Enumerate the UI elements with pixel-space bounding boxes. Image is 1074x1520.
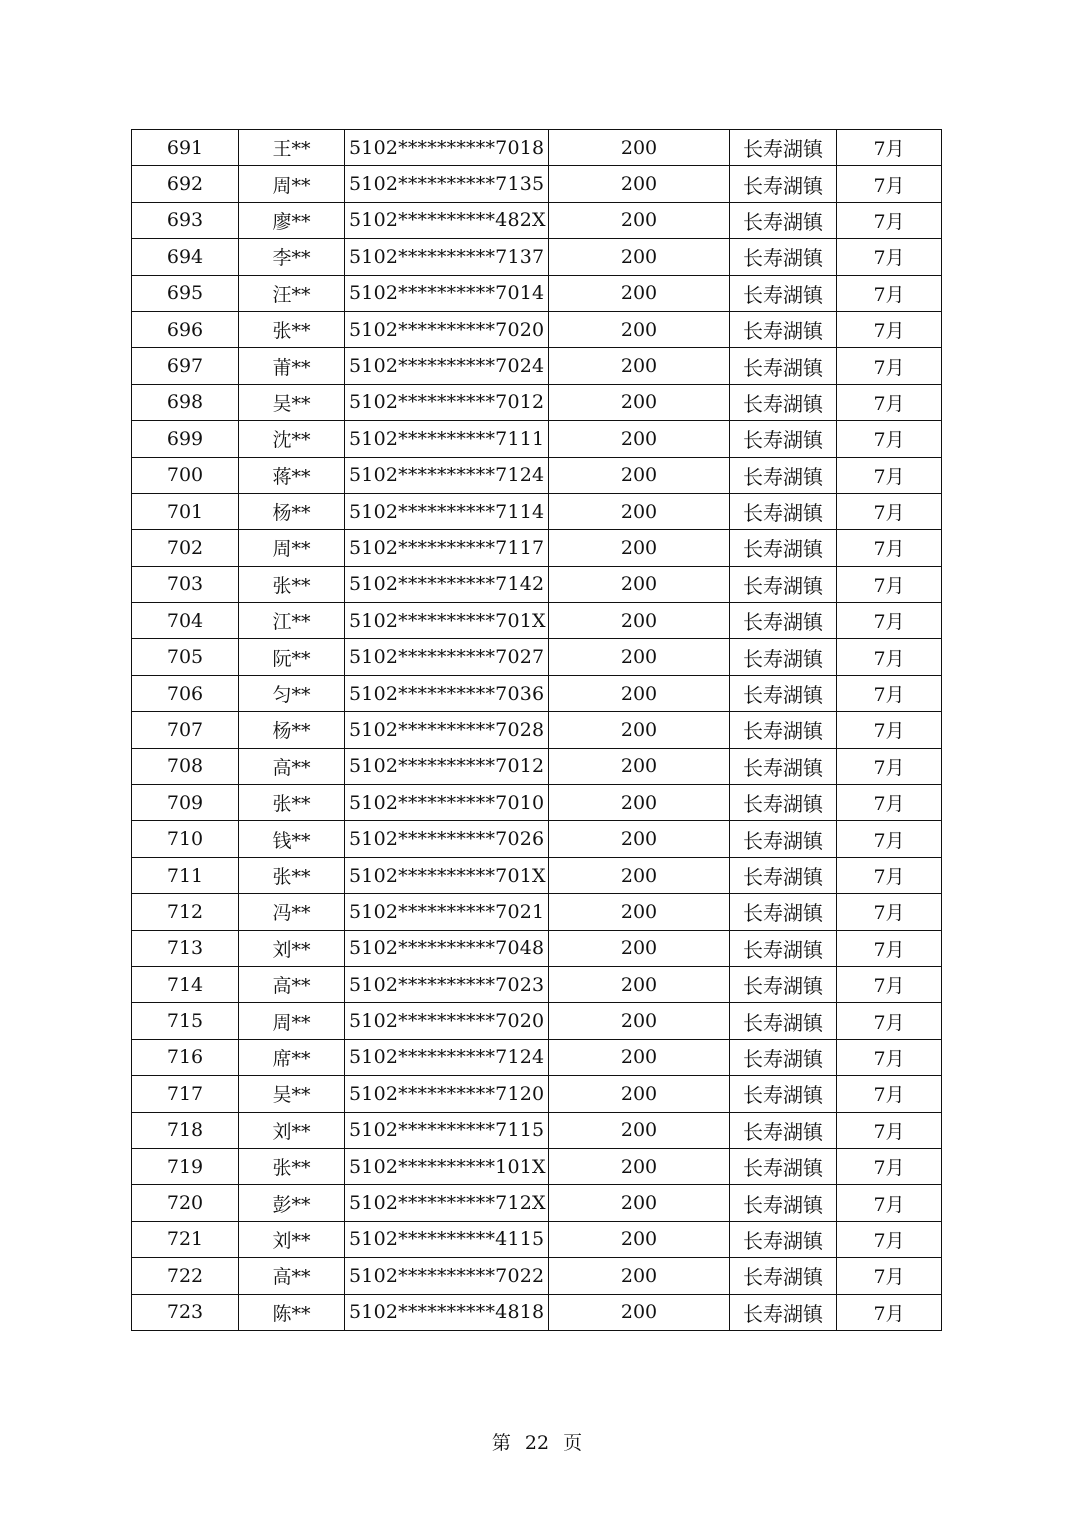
id-number-cell: 5102**********101X	[345, 1148, 549, 1184]
name-cell: 周**	[239, 530, 345, 566]
name-cell: 陈**	[239, 1294, 345, 1330]
serial-number-cell: 696	[132, 311, 239, 347]
name-cell: 匀**	[239, 675, 345, 711]
town-cell: 长寿湖镇	[730, 130, 837, 166]
serial-number-cell: 702	[132, 530, 239, 566]
id-number-cell: 5102**********7114	[345, 493, 549, 529]
table-row	[132, 712, 942, 748]
id-number-cell: 5102**********7142	[345, 566, 549, 602]
roster-table	[131, 129, 942, 1331]
serial-number-cell: 715	[132, 1003, 239, 1039]
month-cell: 7月	[837, 166, 942, 202]
amount-cell: 200	[549, 130, 730, 166]
id-number-cell: 5102**********7137	[345, 239, 549, 275]
table-row	[132, 348, 942, 384]
name-cell: 刘**	[239, 930, 345, 966]
serial-number-cell: 698	[132, 384, 239, 420]
town-cell: 长寿湖镇	[730, 639, 837, 675]
month-cell: 7月	[837, 966, 942, 1002]
amount-cell: 200	[549, 1148, 730, 1184]
town-cell: 长寿湖镇	[730, 421, 837, 457]
id-number-cell: 5102**********4115	[345, 1221, 549, 1257]
serial-number-cell: 705	[132, 639, 239, 675]
month-cell: 7月	[837, 1112, 942, 1148]
name-cell: 张**	[239, 1148, 345, 1184]
id-number-cell: 5102**********7012	[345, 748, 549, 784]
id-number-cell: 5102**********7024	[345, 348, 549, 384]
name-cell: 周**	[239, 166, 345, 202]
id-number-cell: 5102**********712X	[345, 1185, 549, 1221]
town-cell: 长寿湖镇	[730, 821, 837, 857]
table-row	[132, 603, 942, 639]
id-number-cell: 5102**********7020	[345, 1003, 549, 1039]
month-cell: 7月	[837, 130, 942, 166]
id-number-cell: 5102**********7115	[345, 1112, 549, 1148]
table-row	[132, 675, 942, 711]
amount-cell: 200	[549, 166, 730, 202]
month-cell: 7月	[837, 202, 942, 238]
amount-cell: 200	[549, 894, 730, 930]
town-cell: 长寿湖镇	[730, 239, 837, 275]
town-cell: 长寿湖镇	[730, 566, 837, 602]
table-row	[132, 493, 942, 529]
month-cell: 7月	[837, 1076, 942, 1112]
name-cell: 廖**	[239, 202, 345, 238]
serial-number-cell: 713	[132, 930, 239, 966]
month-cell: 7月	[837, 1148, 942, 1184]
table-row	[132, 1076, 942, 1112]
month-cell: 7月	[837, 384, 942, 420]
table-row	[132, 202, 942, 238]
table-row	[132, 239, 942, 275]
id-number-cell: 5102**********7117	[345, 530, 549, 566]
amount-cell: 200	[549, 603, 730, 639]
serial-number-cell: 703	[132, 566, 239, 602]
town-cell: 长寿湖镇	[730, 1076, 837, 1112]
serial-number-cell: 707	[132, 712, 239, 748]
id-number-cell: 5102**********7027	[345, 639, 549, 675]
serial-number-cell: 695	[132, 275, 239, 311]
serial-number-cell: 723	[132, 1294, 239, 1330]
id-number-cell: 5102**********4818	[345, 1294, 549, 1330]
id-number-cell: 5102**********7021	[345, 894, 549, 930]
town-cell: 长寿湖镇	[730, 1258, 837, 1294]
amount-cell: 200	[549, 785, 730, 821]
amount-cell: 200	[549, 1039, 730, 1075]
amount-cell: 200	[549, 530, 730, 566]
month-cell: 7月	[837, 239, 942, 275]
amount-cell: 200	[549, 821, 730, 857]
amount-cell: 200	[549, 384, 730, 420]
name-cell: 高**	[239, 748, 345, 784]
name-cell: 彭**	[239, 1185, 345, 1221]
amount-cell: 200	[549, 748, 730, 784]
serial-number-cell: 693	[132, 202, 239, 238]
amount-cell: 200	[549, 421, 730, 457]
amount-cell: 200	[549, 239, 730, 275]
amount-cell: 200	[549, 1258, 730, 1294]
id-number-cell: 5102**********7048	[345, 930, 549, 966]
town-cell: 长寿湖镇	[730, 530, 837, 566]
serial-number-cell: 699	[132, 421, 239, 457]
month-cell: 7月	[837, 1258, 942, 1294]
table-row	[132, 930, 942, 966]
id-number-cell: 5102**********701X	[345, 603, 549, 639]
amount-cell: 200	[549, 1185, 730, 1221]
table-row	[132, 275, 942, 311]
amount-cell: 200	[549, 1003, 730, 1039]
month-cell: 7月	[837, 1221, 942, 1257]
id-number-cell: 5102**********7135	[345, 166, 549, 202]
footer-prefix: 第	[491, 1432, 511, 1454]
month-cell: 7月	[837, 311, 942, 347]
amount-cell: 200	[549, 566, 730, 602]
name-cell: 刘**	[239, 1221, 345, 1257]
amount-cell: 200	[549, 639, 730, 675]
table-row	[132, 457, 942, 493]
amount-cell: 200	[549, 311, 730, 347]
town-cell: 长寿湖镇	[730, 857, 837, 893]
table-row	[132, 1185, 942, 1221]
town-cell: 长寿湖镇	[730, 1148, 837, 1184]
town-cell: 长寿湖镇	[730, 348, 837, 384]
table-row	[132, 384, 942, 420]
town-cell: 长寿湖镇	[730, 457, 837, 493]
town-cell: 长寿湖镇	[730, 675, 837, 711]
town-cell: 长寿湖镇	[730, 1294, 837, 1330]
id-number-cell: 5102**********482X	[345, 202, 549, 238]
id-number-cell: 5102**********7014	[345, 275, 549, 311]
table-row	[132, 966, 942, 1002]
id-number-cell: 5102**********7023	[345, 966, 549, 1002]
table-row	[132, 857, 942, 893]
serial-number-cell: 721	[132, 1221, 239, 1257]
serial-number-cell: 718	[132, 1112, 239, 1148]
table-row	[132, 166, 942, 202]
month-cell: 7月	[837, 930, 942, 966]
town-cell: 长寿湖镇	[730, 493, 837, 529]
town-cell: 长寿湖镇	[730, 1112, 837, 1148]
town-cell: 长寿湖镇	[730, 966, 837, 1002]
serial-number-cell: 719	[132, 1148, 239, 1184]
table-row	[132, 566, 942, 602]
serial-number-cell: 701	[132, 493, 239, 529]
serial-number-cell: 694	[132, 239, 239, 275]
name-cell: 杨**	[239, 493, 345, 529]
month-cell: 7月	[837, 712, 942, 748]
name-cell: 沈**	[239, 421, 345, 457]
name-cell: 李**	[239, 239, 345, 275]
amount-cell: 200	[549, 1076, 730, 1112]
name-cell: 高**	[239, 1258, 345, 1294]
month-cell: 7月	[837, 275, 942, 311]
month-cell: 7月	[837, 1294, 942, 1330]
table-row	[132, 530, 942, 566]
serial-number-cell: 700	[132, 457, 239, 493]
serial-number-cell: 711	[132, 857, 239, 893]
serial-number-cell: 691	[132, 130, 239, 166]
name-cell: 王**	[239, 130, 345, 166]
table-row	[132, 639, 942, 675]
name-cell: 莆**	[239, 348, 345, 384]
name-cell: 高**	[239, 966, 345, 1002]
table-row	[132, 1112, 942, 1148]
month-cell: 7月	[837, 1003, 942, 1039]
month-cell: 7月	[837, 748, 942, 784]
amount-cell: 200	[549, 966, 730, 1002]
month-cell: 7月	[837, 894, 942, 930]
town-cell: 长寿湖镇	[730, 1003, 837, 1039]
table-row	[132, 748, 942, 784]
table-row	[132, 894, 942, 930]
serial-number-cell: 697	[132, 348, 239, 384]
amount-cell: 200	[549, 457, 730, 493]
id-number-cell: 5102**********7124	[345, 1039, 549, 1075]
page-footer	[0, 1428, 1074, 1455]
town-cell: 长寿湖镇	[730, 1221, 837, 1257]
town-cell: 长寿湖镇	[730, 748, 837, 784]
amount-cell: 200	[549, 275, 730, 311]
id-number-cell: 5102**********7022	[345, 1258, 549, 1294]
name-cell: 刘**	[239, 1112, 345, 1148]
id-number-cell: 5102**********7026	[345, 821, 549, 857]
month-cell: 7月	[837, 675, 942, 711]
serial-number-cell: 706	[132, 675, 239, 711]
amount-cell: 200	[549, 930, 730, 966]
name-cell: 周**	[239, 1003, 345, 1039]
serial-number-cell: 708	[132, 748, 239, 784]
name-cell: 冯**	[239, 894, 345, 930]
id-number-cell: 5102**********7028	[345, 712, 549, 748]
name-cell: 张**	[239, 566, 345, 602]
month-cell: 7月	[837, 603, 942, 639]
serial-number-cell: 722	[132, 1258, 239, 1294]
town-cell: 长寿湖镇	[730, 785, 837, 821]
name-cell: 张**	[239, 857, 345, 893]
amount-cell: 200	[549, 712, 730, 748]
name-cell: 蒋**	[239, 457, 345, 493]
town-cell: 长寿湖镇	[730, 311, 837, 347]
amount-cell: 200	[549, 493, 730, 529]
serial-number-cell: 714	[132, 966, 239, 1002]
table-row	[132, 130, 942, 166]
table-row	[132, 785, 942, 821]
name-cell: 杨**	[239, 712, 345, 748]
amount-cell: 200	[549, 857, 730, 893]
table-row	[132, 421, 942, 457]
name-cell: 钱**	[239, 821, 345, 857]
month-cell: 7月	[837, 639, 942, 675]
id-number-cell: 5102**********7124	[345, 457, 549, 493]
table-row	[132, 1294, 942, 1330]
table-row	[132, 1221, 942, 1257]
serial-number-cell: 720	[132, 1185, 239, 1221]
serial-number-cell: 692	[132, 166, 239, 202]
month-cell: 7月	[837, 457, 942, 493]
page-number: 22	[524, 1432, 550, 1454]
id-number-cell: 5102**********7012	[345, 384, 549, 420]
amount-cell: 200	[549, 348, 730, 384]
id-number-cell: 5102**********7111	[345, 421, 549, 457]
id-number-cell: 5102**********7010	[345, 785, 549, 821]
roster-body	[132, 130, 942, 1331]
id-number-cell: 5102**********7018	[345, 130, 549, 166]
month-cell: 7月	[837, 785, 942, 821]
serial-number-cell: 712	[132, 894, 239, 930]
amount-cell: 200	[549, 1294, 730, 1330]
month-cell: 7月	[837, 493, 942, 529]
id-number-cell: 5102**********7020	[345, 311, 549, 347]
town-cell: 长寿湖镇	[730, 603, 837, 639]
month-cell: 7月	[837, 1039, 942, 1075]
month-cell: 7月	[837, 1185, 942, 1221]
town-cell: 长寿湖镇	[730, 384, 837, 420]
name-cell: 汪**	[239, 275, 345, 311]
name-cell: 阮**	[239, 639, 345, 675]
month-cell: 7月	[837, 348, 942, 384]
town-cell: 长寿湖镇	[730, 1039, 837, 1075]
town-cell: 长寿湖镇	[730, 202, 837, 238]
amount-cell: 200	[549, 202, 730, 238]
town-cell: 长寿湖镇	[730, 166, 837, 202]
month-cell: 7月	[837, 530, 942, 566]
name-cell: 席**	[239, 1039, 345, 1075]
name-cell: 吴**	[239, 1076, 345, 1112]
name-cell: 张**	[239, 785, 345, 821]
town-cell: 长寿湖镇	[730, 894, 837, 930]
serial-number-cell: 710	[132, 821, 239, 857]
amount-cell: 200	[549, 1112, 730, 1148]
serial-number-cell: 716	[132, 1039, 239, 1075]
amount-cell: 200	[549, 1221, 730, 1257]
month-cell: 7月	[837, 857, 942, 893]
town-cell: 长寿湖镇	[730, 712, 837, 748]
footer-suffix: 页	[563, 1432, 583, 1454]
table-row	[132, 311, 942, 347]
town-cell: 长寿湖镇	[730, 1185, 837, 1221]
month-cell: 7月	[837, 821, 942, 857]
name-cell: 张**	[239, 311, 345, 347]
serial-number-cell: 717	[132, 1076, 239, 1112]
name-cell: 江**	[239, 603, 345, 639]
table-row	[132, 1003, 942, 1039]
id-number-cell: 5102**********701X	[345, 857, 549, 893]
month-cell: 7月	[837, 566, 942, 602]
serial-number-cell: 704	[132, 603, 239, 639]
month-cell: 7月	[837, 421, 942, 457]
table-row	[132, 1039, 942, 1075]
table-row	[132, 821, 942, 857]
id-number-cell: 5102**********7120	[345, 1076, 549, 1112]
name-cell: 吴**	[239, 384, 345, 420]
town-cell: 长寿湖镇	[730, 275, 837, 311]
id-number-cell: 5102**********7036	[345, 675, 549, 711]
town-cell: 长寿湖镇	[730, 930, 837, 966]
table-row	[132, 1258, 942, 1294]
table-row	[132, 1148, 942, 1184]
amount-cell: 200	[549, 675, 730, 711]
serial-number-cell: 709	[132, 785, 239, 821]
